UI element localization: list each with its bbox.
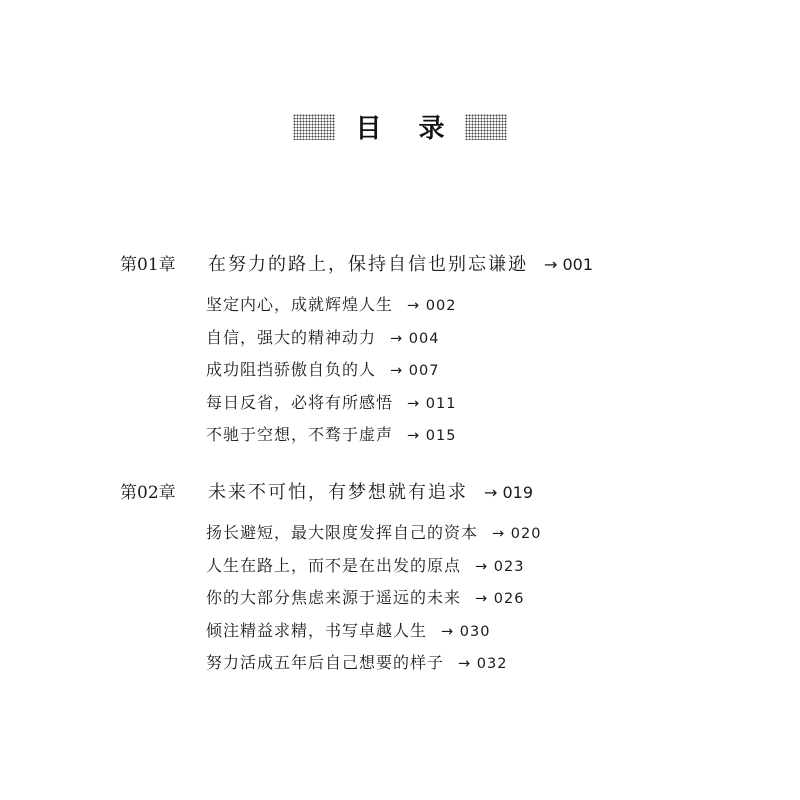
chapter-page-ref: → 019 [484,483,534,502]
toc-entry-title: 努力活成五年后自己想要的样子 [206,653,445,672]
toc-entry[interactable] [206,390,456,423]
chapter-heading[interactable] [120,250,593,276]
toc-entry[interactable] [206,650,541,683]
toc-entry-page: → 002 [407,298,457,314]
toc-entry[interactable] [206,618,541,651]
toc-entry-page: → 026 [475,591,525,607]
toc-entry[interactable] [206,292,456,325]
toc-entry-page: → 020 [492,526,542,542]
chapter-page-ref: → 001 [544,255,594,274]
toc-entry[interactable] [206,585,541,618]
toc-entry[interactable] [206,357,456,390]
toc-entry-title: 成功阻挡骄傲自负的人 [206,360,377,379]
toc-entry-title: 倾注精益求精，书写卓越人生 [206,620,428,640]
toc-entry-page: → 011 [407,395,457,412]
toc-entry-title: 你的大部分焦虑来源于遥远的未来 [206,588,462,607]
chapter-title: 未来不可怕，有梦想就有追求 [208,482,468,503]
toc-entry[interactable] [206,553,541,586]
toc-entry-title: 每日反省，必将有所感悟 [206,392,394,412]
toc-entry[interactable] [206,520,541,553]
section-list [206,292,456,455]
toc-entry-title: 坚定内心，成就辉煌人生 [206,295,394,314]
chapter-number: 第01章 [120,255,176,275]
toc-entry-page: → 030 [441,623,491,640]
dot-pattern-left-icon [293,114,335,140]
dot-pattern-right-icon [465,114,507,140]
toc-entry[interactable] [206,325,456,358]
toc-entry[interactable] [206,422,456,455]
toc-entry-page: → 007 [390,363,440,379]
chapter-title: 在努力的路上，保持自信也别忘谦逊 [208,254,528,275]
toc-entry-title: 不驰于空想，不骛于虚声 [206,425,394,444]
toc-entry-page: → 004 [390,330,440,347]
page-title: 目 录 [355,114,459,144]
toc-entry-page: → 015 [407,428,457,444]
chapter-heading[interactable] [120,478,533,504]
toc-entry-title: 人生在路上，而不是在出发的原点 [206,555,462,575]
toc-entry-page: → 032 [458,656,508,672]
toc-entry-title: 扬长避短，最大限度发挥自己的资本 [206,523,479,542]
toc-entry-title: 自信，强大的精神动力 [206,327,377,347]
toc-entry-page: → 023 [475,558,525,575]
chapter-number: 第02章 [120,483,176,503]
toc-header [0,108,800,145]
section-list [206,520,541,683]
